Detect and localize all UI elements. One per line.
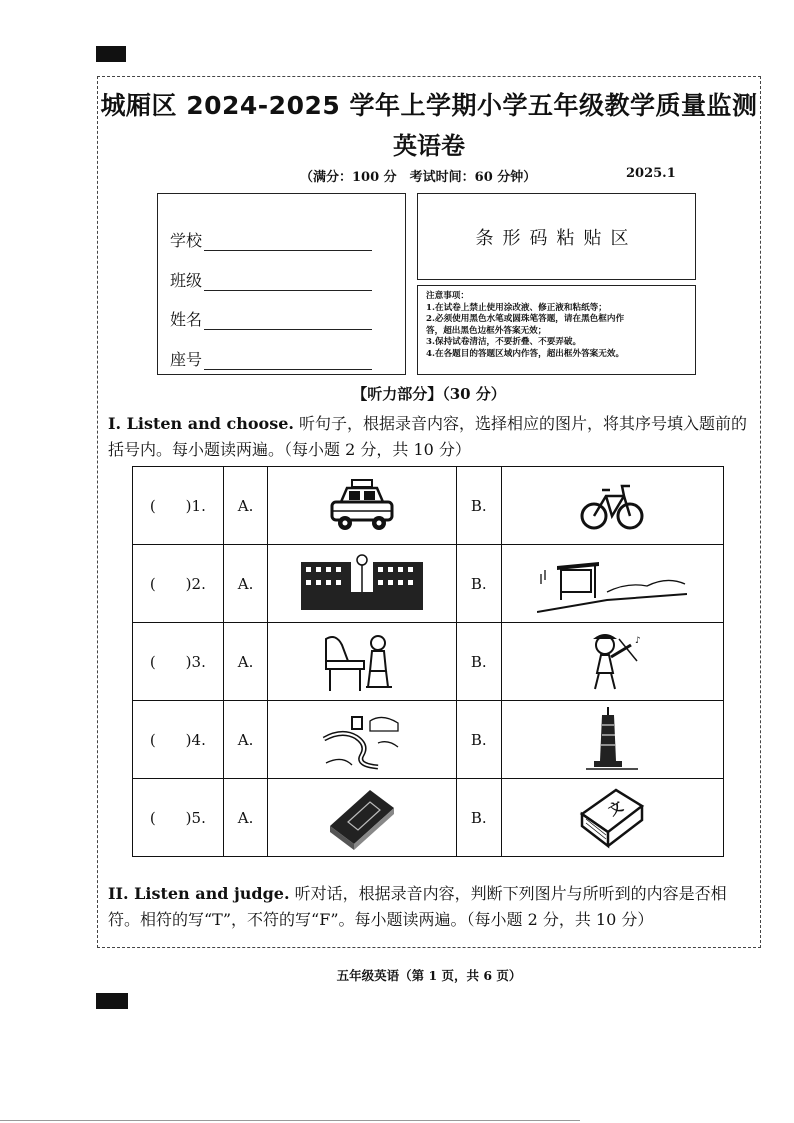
barcode-area bbox=[417, 193, 696, 280]
option-b-label: B. bbox=[456, 779, 501, 857]
table-row bbox=[133, 467, 724, 545]
table-row bbox=[133, 701, 724, 779]
table-row bbox=[133, 545, 724, 623]
great-wall-icon bbox=[268, 701, 456, 779]
bottom-divider bbox=[0, 1120, 580, 1121]
piano-player-icon bbox=[268, 623, 456, 701]
note-line: 1.在试卷上禁止使用涂改液、修正液和粘纸等； bbox=[426, 302, 607, 313]
question-number[interactable]: ( )3. bbox=[133, 623, 224, 701]
violin-girl-icon bbox=[501, 623, 723, 701]
question-number[interactable]: ( )1. bbox=[133, 467, 224, 545]
seat-field[interactable] bbox=[170, 347, 372, 370]
option-a-label: A. bbox=[223, 545, 268, 623]
exam-subtitle: 英语卷 bbox=[393, 132, 465, 160]
question-number[interactable]: ( )2. bbox=[133, 545, 224, 623]
listening-heading: 【听力部分】（30 分） bbox=[352, 385, 506, 403]
note-line: 4.在各题目的答题区域内作答，超出框外答案无效。 bbox=[426, 348, 625, 359]
part2-text: 听对话，根据录音内容，判断下列图片与所听到的内容是否相符。相符的写“T”，不符的写“F”。每小题读两遍。（每小题 2 分，共 10 分） bbox=[108, 884, 727, 929]
name-label: 姓名 bbox=[170, 310, 203, 329]
part1-instructions bbox=[108, 411, 754, 463]
english-book-icon bbox=[268, 779, 456, 857]
class-field[interactable] bbox=[170, 268, 372, 291]
question-number[interactable]: ( )4. bbox=[133, 701, 224, 779]
part2-instructions bbox=[108, 881, 754, 933]
name-blank[interactable] bbox=[204, 313, 372, 330]
table-row bbox=[133, 779, 724, 857]
option-b-label: B. bbox=[456, 701, 501, 779]
table-row bbox=[133, 623, 724, 701]
option-a-label: A. bbox=[223, 623, 268, 701]
option-b-label: B. bbox=[456, 467, 501, 545]
listen-choose-table bbox=[132, 466, 724, 857]
seat-label: 座号 bbox=[170, 350, 203, 369]
note-line: 3.保持试卷清洁，不要折叠、不要弄破。 bbox=[426, 337, 582, 347]
bus-stop-icon bbox=[501, 545, 723, 623]
note-line: 答，超出黑色边框外答案无效； bbox=[426, 325, 547, 336]
notes-box bbox=[417, 285, 696, 375]
tower-icon bbox=[501, 701, 723, 779]
option-a-label: A. bbox=[223, 467, 268, 545]
dictionary-char: 文 bbox=[606, 798, 627, 819]
student-info-box bbox=[157, 193, 406, 375]
part1-text: 听句子，根据录音内容，选择相应的图片，将其序号填入题前的括号内。每小题读两遍。（每小题 2 分，共 10 分） bbox=[108, 414, 748, 459]
registration-mark-top bbox=[96, 46, 126, 62]
school-blank[interactable] bbox=[204, 234, 372, 251]
class-blank[interactable] bbox=[204, 274, 372, 291]
part2-lead: II. Listen and judge. bbox=[108, 884, 290, 903]
registration-mark-bottom bbox=[96, 993, 128, 1009]
taxi-icon bbox=[268, 467, 456, 545]
exam-date: 2025.1 bbox=[626, 166, 676, 181]
note-line: 注意事项： bbox=[426, 291, 469, 301]
school-field[interactable] bbox=[170, 228, 372, 251]
svg-text:♪: ♪ bbox=[635, 635, 642, 646]
option-b-label: B. bbox=[456, 545, 501, 623]
seat-blank[interactable] bbox=[204, 353, 372, 370]
note-line: 2.必须使用黑色水笔或圆珠笔答题，请在黑色框内作 bbox=[426, 314, 625, 324]
name-field[interactable] bbox=[170, 307, 372, 330]
school-label: 学校 bbox=[170, 231, 203, 250]
part1-lead: I. Listen and choose. bbox=[108, 414, 294, 433]
option-a-label: A. bbox=[223, 779, 268, 857]
barcode-label: 条形码粘贴区 bbox=[475, 227, 638, 249]
bicycle-icon bbox=[501, 467, 723, 545]
exam-title: 城厢区 2024-2025 学年上学期小学五年级教学质量监测 bbox=[100, 91, 758, 120]
page-footer: 五年级英语（第 1 页，共 6 页） bbox=[336, 968, 522, 983]
dictionary-icon bbox=[501, 779, 723, 857]
school-building-icon bbox=[268, 545, 456, 623]
exam-meta: （满分：100 分 考试时间：60 分钟） bbox=[300, 170, 537, 185]
class-label: 班级 bbox=[170, 271, 203, 290]
question-number[interactable]: ( )5. bbox=[133, 779, 224, 857]
option-b-label: B. bbox=[456, 623, 501, 701]
option-a-label: A. bbox=[223, 701, 268, 779]
